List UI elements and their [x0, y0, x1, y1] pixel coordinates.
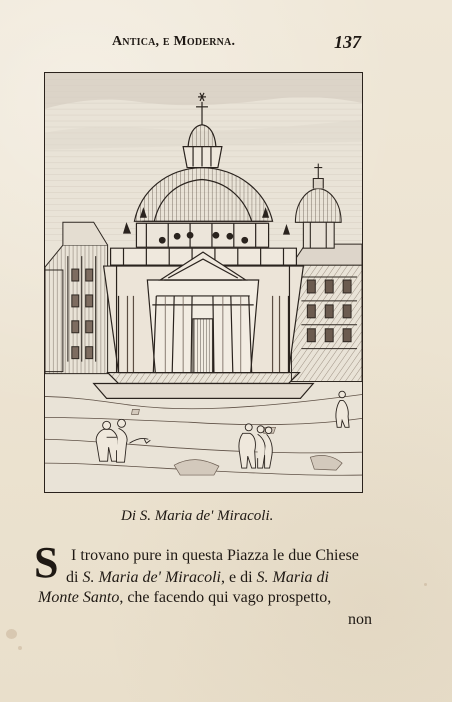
- catchword: non: [348, 611, 372, 628]
- foxing-spot: [6, 629, 17, 639]
- page-number: 137: [334, 32, 361, 52]
- paragraph-line-3: [38, 589, 331, 607]
- paragraph-line-2: [66, 569, 329, 587]
- paragraph-line-4: [348, 611, 372, 629]
- church-engraving: [45, 73, 362, 492]
- paragraph-line-3-rest: , che facendo qui vago prospetto,: [119, 589, 332, 606]
- foxing-spot: [18, 646, 22, 650]
- church-name-monte-santo: Monte Santo: [38, 589, 120, 606]
- church-name-santa-maria: S. Maria di: [256, 569, 329, 586]
- engraving-frame: [44, 72, 363, 493]
- running-header: Antica, e Moderna.: [112, 34, 236, 49]
- paragraph-line-1-text: I trovano pure in questa Piazza le due Chiese: [71, 547, 359, 564]
- drop-cap: S: [34, 538, 59, 587]
- engraving-caption: Di S. Maria de' Miracoli.: [121, 508, 274, 524]
- foxing-spot: [424, 583, 427, 586]
- paragraph-line-1: [71, 547, 359, 565]
- church-name-miracoli: S. Maria de' Miracoli: [82, 569, 221, 586]
- paragraph-line-2-prefix: di: [66, 569, 83, 586]
- paragraph-line-2-middle: , e di: [220, 569, 257, 586]
